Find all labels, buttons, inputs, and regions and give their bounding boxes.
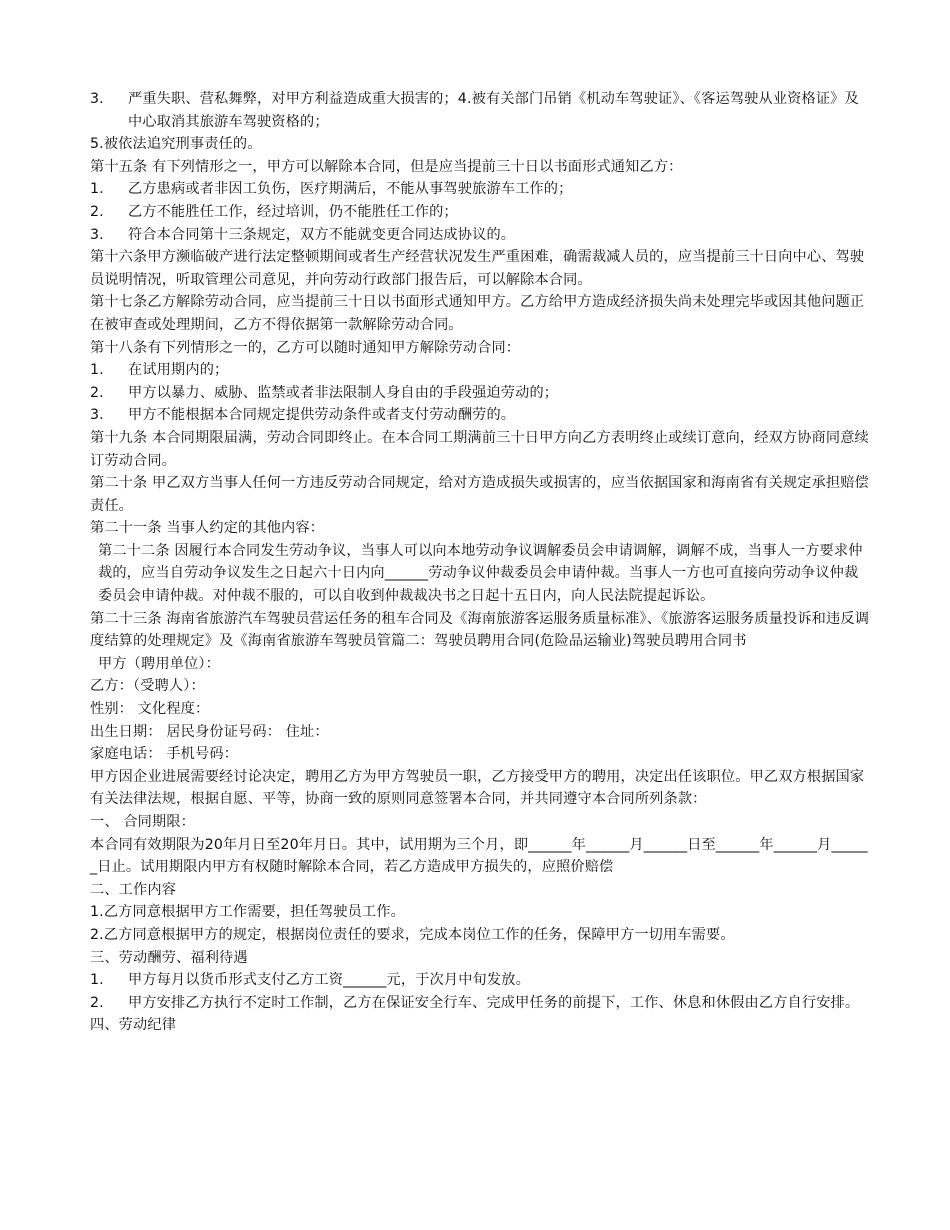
paragraph: 第十五条 有下列情形之一，甲方可以解除本合同，但是应当提前三十日以书面形式通知乙方： <box>90 158 683 175</box>
paragraph: 乙方：（受聘人）： <box>90 678 205 695</box>
paragraph: 家庭电话： 手机号码： <box>90 746 239 763</box>
clause-number: 1. <box>90 181 104 198</box>
paragraph: 二、工作内容 <box>90 881 177 898</box>
paragraph: 第二十三条 海南省旅游汽车驾驶员营运任务的租车合同及《海南旅游客运服务质量标准》、《旅游客运服务质量投诉和违反调度结算的处理规定》及《海南省旅游车驾驶员管篇二：驾驶员聘用合同(危险品运输业)驾驶员聘用合同书 <box>90 610 870 650</box>
document-body <box>90 88 870 1037</box>
numbered-clause <box>90 224 870 247</box>
clause-text: 乙方不能胜任工作，经过培训，仍不能胜任工作的； <box>128 203 458 220</box>
clause-number: 1. <box>90 362 104 379</box>
clause-number: 3. <box>90 226 104 243</box>
paragraph: 一、 合同期限： <box>90 814 196 830</box>
paragraph: 第十八条有下列情形之一的，乙方可以随时通知甲方解除劳动合同： <box>90 339 521 356</box>
numbered-clause <box>90 992 870 1015</box>
paragraph: 第十七条乙方解除劳动合同，应当提前三十日以书面形式通知甲方。乙方给甲方造成经济损失尚未处理完毕或因其他问题正在被审查或处理期间，乙方不得依据第一款解除劳动合同。 <box>90 294 865 333</box>
paragraph: 第二十一条 当事人约定的其他内容： <box>90 520 325 537</box>
numbered-clause <box>90 359 870 382</box>
paragraph: 甲方（聘用单位）： <box>98 655 220 672</box>
paragraph: 第二十二条 因履行本合同发生劳动争议，当事人可以向本地劳动争议调解委员会申请调解，调解不成，当事人一方要求仲裁的，应当自劳动争议发生之日起六十日内向______劳动争议仲裁委员会申请仲裁。当事人一方也可直接向劳动争议仲裁委员会申请仲裁。对仲裁不服的，可以自收到仲裁裁决书之日起十五日内，向人民法院提起诉讼。 <box>98 542 863 605</box>
clause-text: 甲方以暴力、威胁、监禁或者非法限制人身自由的手段强迫劳动的； <box>128 384 559 401</box>
numbered-clause <box>90 404 870 427</box>
clause-text: 符合本合同第十三条规定，双方不能就变更合同达成协议的。 <box>128 226 516 243</box>
paragraph: 第二十条 甲乙双方当事人任何一方违反劳动合同规定，给对方造成损失或损害的，应当依据国家和海南省有关规定承担赔偿责任。 <box>90 475 869 514</box>
clause-number: 2. <box>90 994 104 1011</box>
clause-text: 甲方每月以货币形式支付乙方工资______元，于次月中旬发放。 <box>128 972 530 989</box>
clause-number: 1. <box>90 972 104 989</box>
clause-text: 严重失职、营私舞弊，对甲方利益造成重大损害的；4.被有关部门吊销《机动车驾驶证》、《客运驾驶从业资格证》及中心取消其旅游车驾驶资格的； <box>128 91 859 130</box>
numbered-clause <box>90 178 870 201</box>
numbered-clause <box>90 201 870 224</box>
clause-text: 甲方安排乙方执行不定时工作制，乙方在保证安全行车、完成甲任务的前提下，工作、休息和休假由乙方自行安排。 <box>128 994 860 1011</box>
paragraph: 出生日期： 居民身份证号码： 住址： <box>90 723 329 740</box>
clause-number: 2. <box>90 203 104 220</box>
paragraph: 本合同有效期限为20年月日至20年月日。其中，试用期为三个月，即______年______月______日至______年______月______日止。试用期限内甲方有权随时解除本合同，若乙方造成甲方损失的，应照价赔偿 <box>90 836 868 876</box>
clause-number: 3. <box>90 91 104 107</box>
paragraph: 第十九条 本合同期限届满，劳动合同即终止。在本合同工期满前三十日甲方向乙方表明终止或续订意向，经双方协商同意续订劳动合同。 <box>90 429 869 469</box>
clause-number: 2. <box>90 384 104 401</box>
paragraph: 1.乙方同意根据甲方工作需要，担任驾驶员工作。 <box>90 904 405 921</box>
clause-text: 甲方不能根据本合同规定提供劳动条件或者支付劳动酬劳的。 <box>128 407 516 424</box>
numbered-clause <box>90 382 870 405</box>
numbered-clause <box>90 88 870 133</box>
paragraph: 三、劳动酬劳、福利待遇 <box>90 949 248 966</box>
clause-number: 3. <box>90 407 104 424</box>
paragraph: 5.被依法追究刑事责任的。 <box>90 136 262 153</box>
numbered-clause <box>90 969 870 992</box>
clause-text: 在试用期内的； <box>128 362 229 379</box>
paragraph: 性别： 文化程度： <box>90 701 210 718</box>
paragraph: 四、劳动纪律 <box>90 1017 177 1034</box>
paragraph: 第十六条甲方濒临破产进行法定整顿期间或者生产经营状况发生严重困难，确需裁减人员的，应当提前三十日向中心、驾驶员说明情况，听取管理公司意见，并向劳动行政部门报告后，可以解除本合同。 <box>90 249 865 288</box>
clause-text: 乙方患病或者非因工负伤，医疗期满后，不能从事驾驶旅游车工作的； <box>128 181 573 198</box>
paragraph: 甲方因企业进展需要经讨论决定，聘用乙方为甲方驾驶员一职，乙方接受甲方的聘用，决定出任该职位。甲乙双方根据国家有关法律法规，根据自愿、平等，协商一致的原则同意签署本合同，并共同遵守本合同所列条款： <box>90 768 865 808</box>
paragraph: 2.乙方同意根据甲方的规定，根据岗位责任的要求，完成本岗位工作的任务，保障甲方一切用车需要。 <box>90 926 735 943</box>
